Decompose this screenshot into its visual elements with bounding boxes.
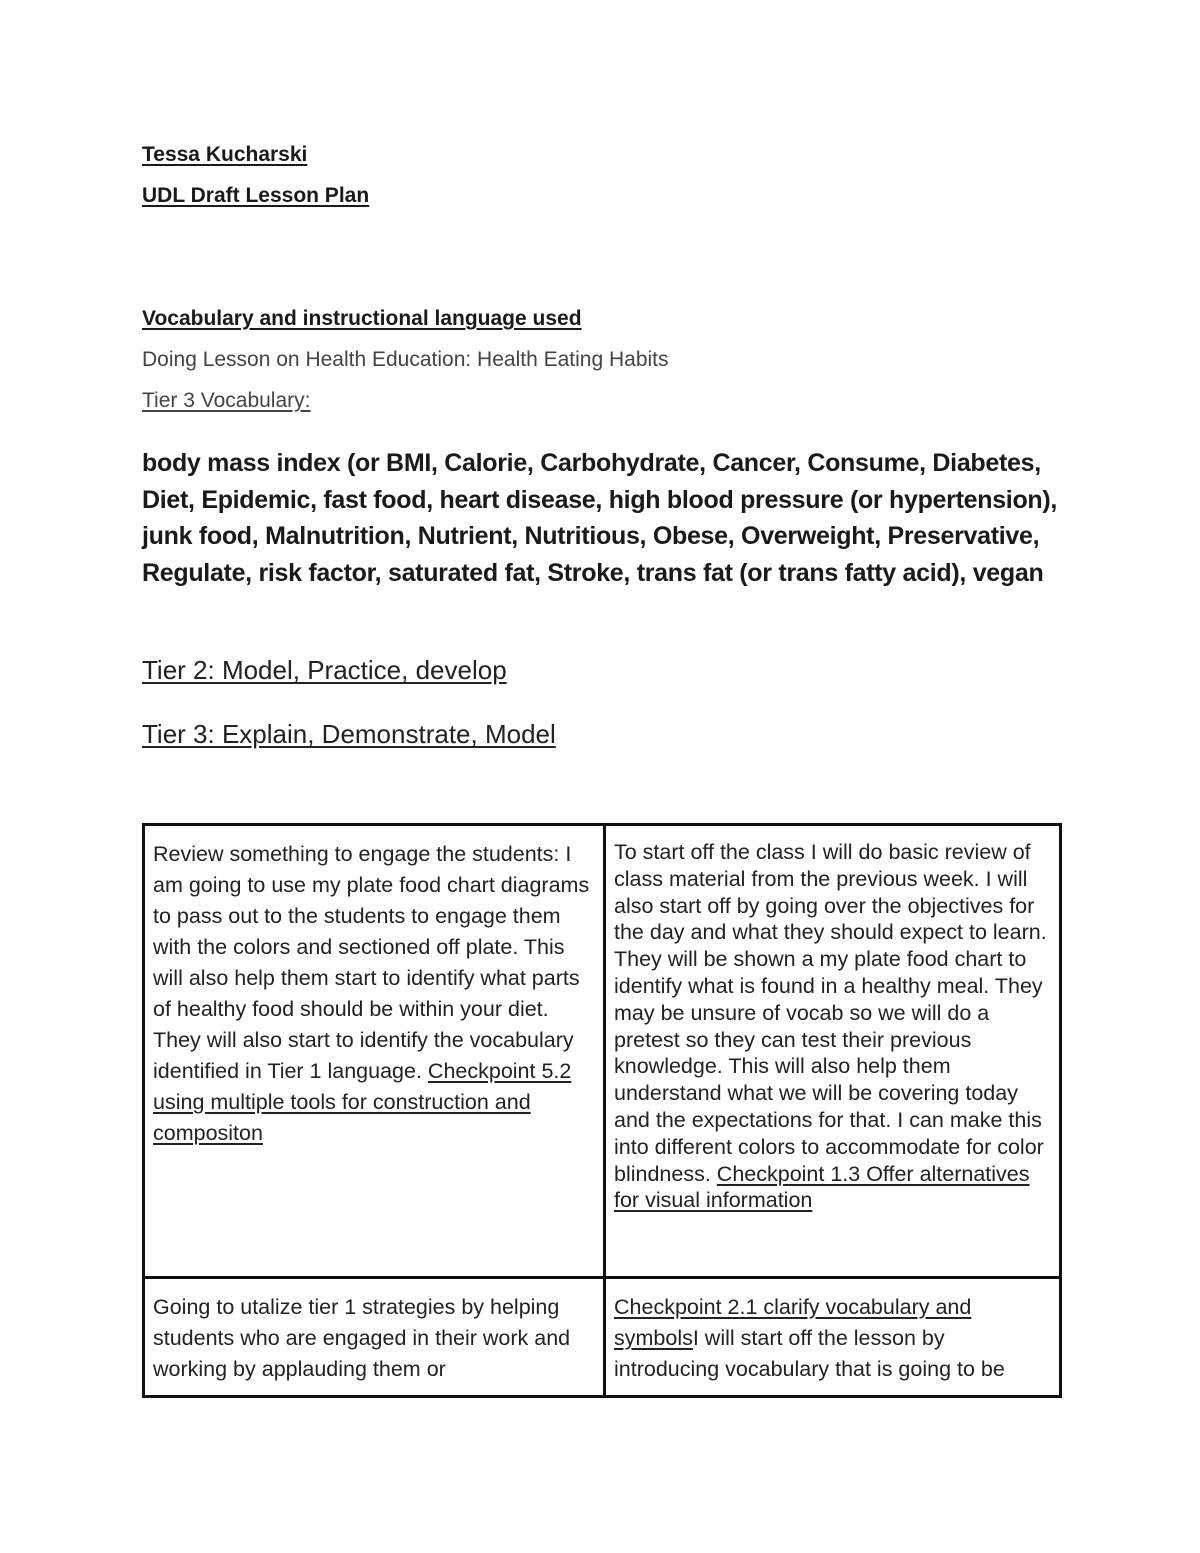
tier3-line: Tier 3: Explain, Demonstrate, Model xyxy=(142,719,556,749)
table-cell xyxy=(605,1278,1061,1397)
table-row xyxy=(144,825,1061,1278)
lesson-subtitle: Doing Lesson on Health Education: Health Eating Habits xyxy=(142,348,669,371)
tier3-vocabulary-terms: body mass index (or BMI, Calorie, Carbohydrate, Cancer, Consume, Diabetes, Diet, Epidemic, fast food, heart disease, high blood pressure (or hypertension), junk food, Malnutrition, Nutrient, Nutritious, Obese, Overweight, Preservative, Regulate, risk factor, saturated fat, Stroke, trans fat (or trans fatty acid), vegan xyxy=(142,449,1058,587)
cell-text: Going to utalize tier 1 strategies by helping students who are engaged in their work and working by applauding them or xyxy=(153,1295,571,1381)
cell-text: To start off the class I will do basic review of class material from the previous week. I will also start off by going over the objectives for the day and what they should expect to learn. They will be shown a my plate food chart to identify what is found in a healthy meal. They may be unsure of vocab so we will do a pretest so they can test their previous knowledge. This will also help them understand what we will be covering today and the expectations for that. I can make this into different colors to accommodate for color blindness. xyxy=(614,840,1047,1186)
table-cell xyxy=(144,1278,605,1397)
table-cell xyxy=(605,825,1061,1278)
checkpoint-link[interactable]: Checkpoint 2.1 clarify vocabulary and symbols xyxy=(614,1295,972,1350)
document-title: UDL Draft Lesson Plan xyxy=(142,184,370,207)
checkpoint-link[interactable]: Checkpoint 1.3 Offer alternatives for visual information xyxy=(614,1161,1030,1213)
author-name: Tessa Kucharski xyxy=(142,143,308,166)
table-row xyxy=(144,1278,1061,1397)
table-cell xyxy=(144,825,605,1278)
vocabulary-heading: Vocabulary and instructional language used xyxy=(142,307,582,330)
cell-text: I will start off the lesson by introducing vocabulary that is going to be xyxy=(614,1326,1005,1381)
cell-text: Review something to engage the students: I am going to use my plate food chart diagrams to pass out to the students to engage them with the colors and sectioned off plate. This will also help them start to identify what parts of healthy food should be within your diet. They will also start to identify the vocabulary identified in Tier 1 language. xyxy=(153,842,590,1083)
checkpoint-link[interactable]: Checkpoint 5.2 using multiple tools for construction and compositon xyxy=(153,1059,572,1145)
lesson-plan-table xyxy=(142,823,1062,1398)
tier2-line: Tier 2: Model, Practice, develop xyxy=(142,655,507,685)
tier3-vocabulary-label: Tier 3 Vocabulary: xyxy=(142,389,311,412)
